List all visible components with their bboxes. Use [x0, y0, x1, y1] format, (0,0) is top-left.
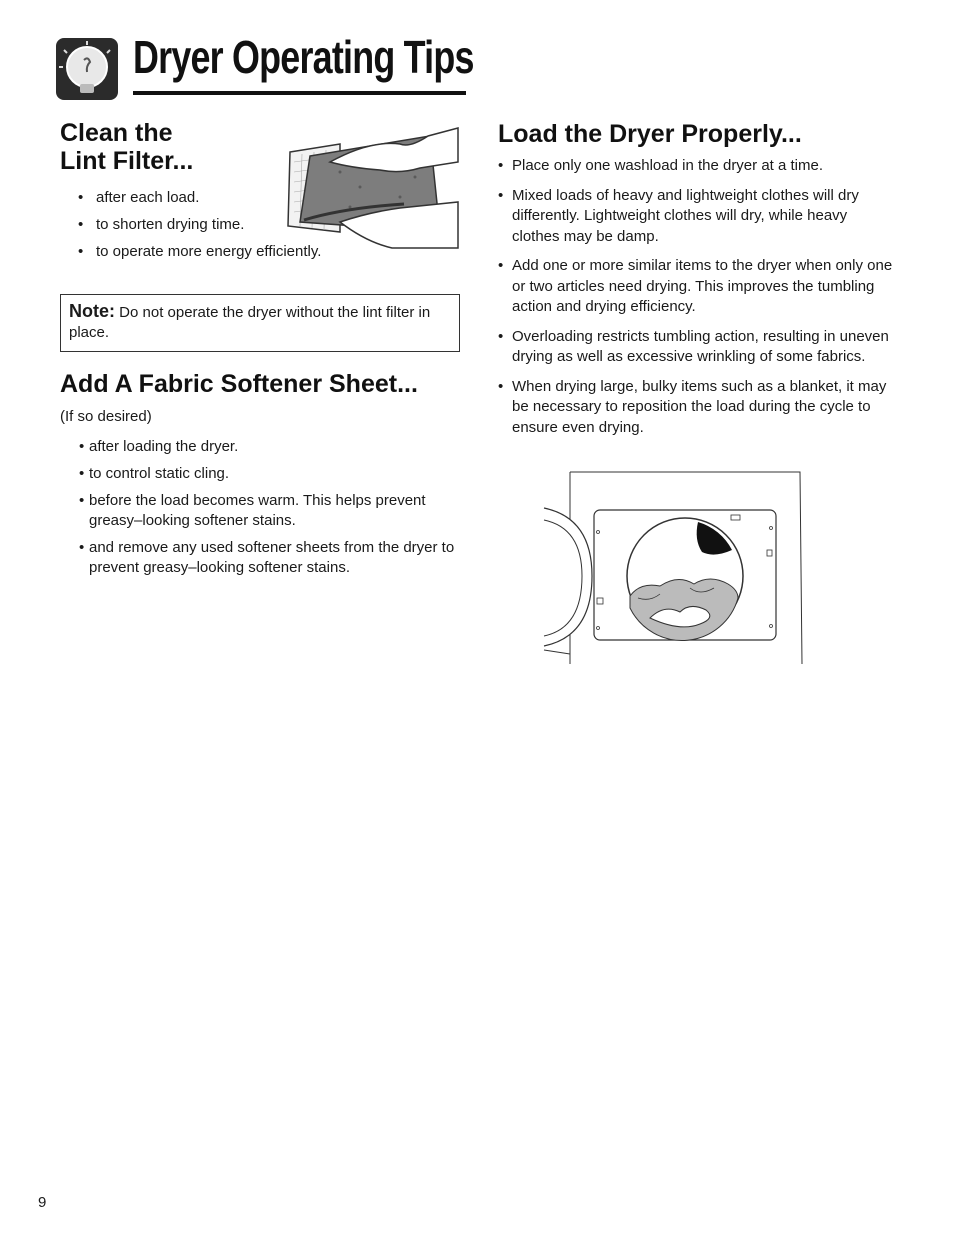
lint-filter-illustration — [280, 122, 460, 257]
note-box — [60, 294, 460, 352]
note-label: Note: — [69, 301, 115, 321]
fabric-softener-heading: Add A Fabric Softener Sheet... — [60, 370, 418, 398]
list-item: • Overloading restricts tumbling action, resulting in uneven drying as well as excessive wrinkling of some fabrics. — [498, 327, 893, 368]
softener-subtitle: (If so desired) — [60, 408, 152, 425]
list-item: • When drying large, bulky items such as a blanket, it may be necessary to reposition the load during the cycle to ensure even drying. — [498, 377, 893, 439]
list-item: • after loading the dryer. — [79, 437, 464, 457]
list-item: • to shorten drying time. — [78, 215, 378, 234]
softener-list — [79, 437, 464, 585]
list-item: • Add one or more similar items to the dryer when only one or two articles need drying. This improves the tumbling action and drying efficiency. — [498, 256, 893, 318]
list-item: • and remove any used softener sheets from the dryer to prevent greasy–looking softener stains. — [79, 538, 464, 578]
list-item: • Mixed loads of heavy and lightweight clothes will dry differently. Lightweight clothes will dry, while heavy clothes may be damp. — [498, 186, 893, 248]
title-underline — [133, 91, 466, 95]
lint-heading-line1: Clean the — [60, 119, 173, 147]
list-item: • before the load becomes warm. This helps prevent greasy–looking softener stains. — [79, 491, 464, 531]
list-item: • to control static cling. — [79, 464, 464, 484]
note-text: Do not operate the dryer without the lint filter in place. — [69, 304, 431, 341]
page-title: Dryer Operating Tips — [133, 31, 474, 83]
lint-heading-line2: Lint Filter... — [60, 147, 194, 175]
load-dryer-list — [498, 156, 893, 447]
dryer-illustration — [540, 468, 810, 673]
lightbulb-icon — [56, 38, 118, 100]
list-item: • to operate more energy efficiently. — [78, 242, 378, 261]
lint-filter-heading — [60, 119, 193, 175]
list-item: • after each load. — [78, 188, 378, 207]
page-number: 9 — [38, 1194, 47, 1211]
list-item: • Place only one washload in the dryer at a time. — [498, 156, 893, 177]
load-dryer-heading: Load the Dryer Properly... — [498, 120, 802, 148]
